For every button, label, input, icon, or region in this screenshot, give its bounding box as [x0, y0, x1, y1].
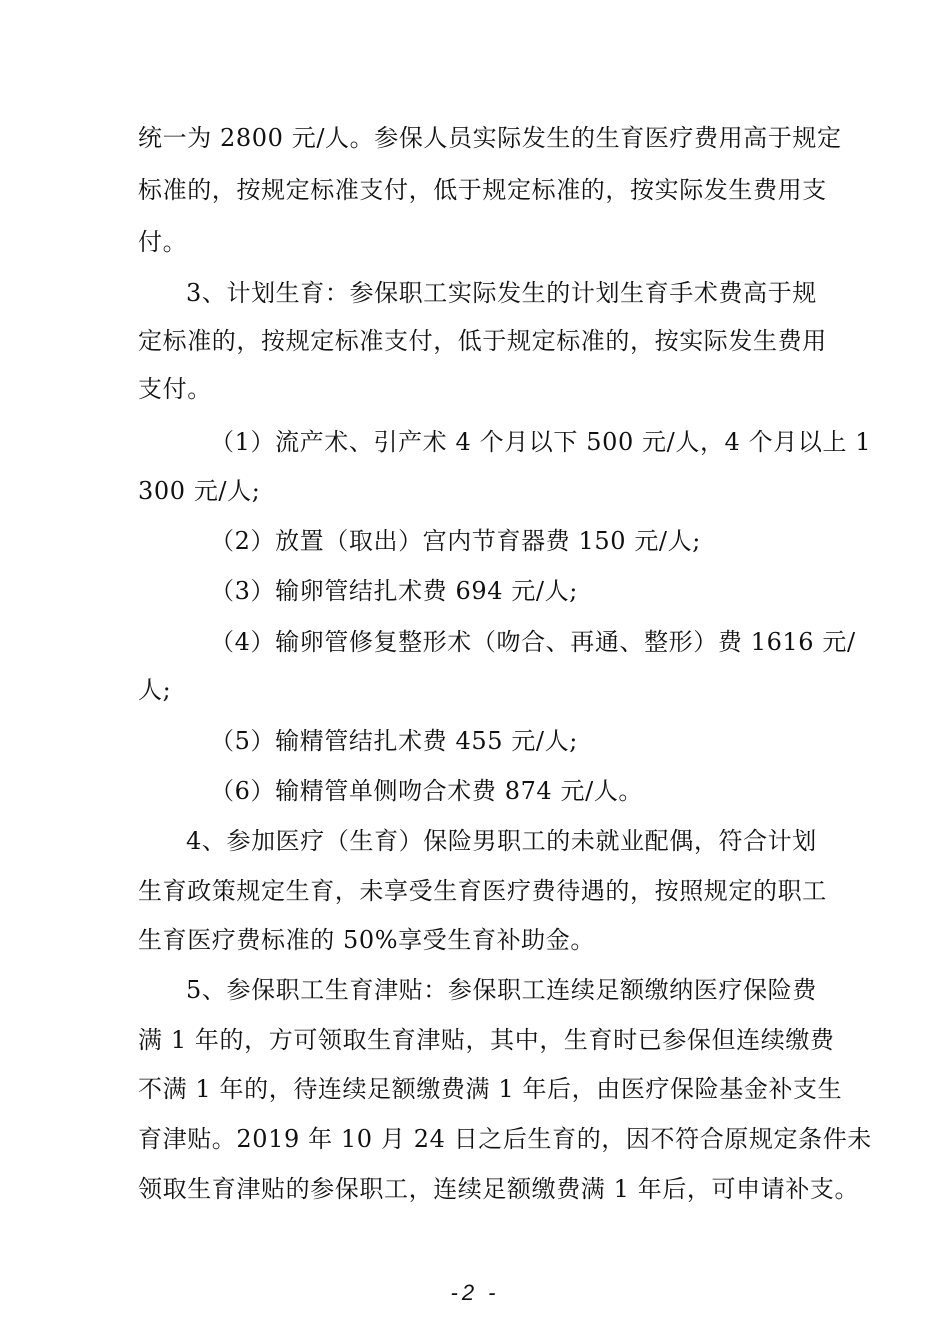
paragraph-line: 标准的，按规定标准支付，低于规定标准的，按实际发生费用支: [138, 176, 827, 204]
paragraph-line: 定标准的，按规定标准支付，低于规定标准的，按实际发生费用: [138, 327, 827, 355]
list-item-line: （3）输卵管结扎术费 694 元/人;: [210, 577, 578, 605]
list-item-line: （4）输卵管修复整形术（吻合、再通、整形）费 1616 元/: [210, 628, 856, 656]
paragraph-line: 生育医疗费标准的 50%享受生育补助金。: [138, 926, 595, 954]
paragraph-line: 统一为 2800 元/人。参保人员实际发生的生育医疗费用高于规定: [138, 124, 842, 152]
list-item-line: （2）放置（取出）宫内节育器费 150 元/人;: [210, 527, 701, 555]
list-item-line: （1）流产术、引产术 4 个月以下 500 元/人，4 个月以上 1: [210, 428, 872, 456]
paragraph-line: 满 1 年的，方可领取生育津贴，其中，生育时已参保但连续缴费: [138, 1026, 835, 1054]
page-number: -2 -: [450, 1280, 500, 1305]
paragraph-line: 5、参保职工生育津贴：参保职工连续足额缴纳医疗保险费: [186, 976, 817, 1004]
paragraph-line: 支付。: [138, 375, 212, 403]
list-item-line: 人;: [138, 676, 172, 704]
list-item-line: （5）输精管结扎术费 455 元/人;: [210, 727, 578, 755]
paragraph-line: 4、参加医疗（生育）保险男职工的未就业配偶，符合计划: [186, 827, 817, 855]
paragraph-line: 不满 1 年的，待连续足额缴费满 1 年后，由医疗保险基金补支生: [138, 1075, 843, 1103]
paragraph-line: 3、计划生育：参保职工实际发生的计划生育手术费高于规: [186, 279, 817, 307]
paragraph-line: 付。: [138, 228, 188, 256]
list-item-line: （6）输精管单侧吻合术费 874 元/人。: [210, 777, 644, 805]
list-item-line: 300 元/人;: [138, 477, 261, 505]
paragraph-line: 领取生育津贴的参保职工，连续足额缴费满 1 年后，可申请补支。: [138, 1175, 860, 1203]
paragraph-line: 育津贴。2019 年 10 月 24 日之后生育的，因不符合原规定条件未: [138, 1125, 872, 1153]
paragraph-line: 生育政策规定生育，未享受生育医疗费待遇的，按照规定的职工: [138, 877, 827, 905]
